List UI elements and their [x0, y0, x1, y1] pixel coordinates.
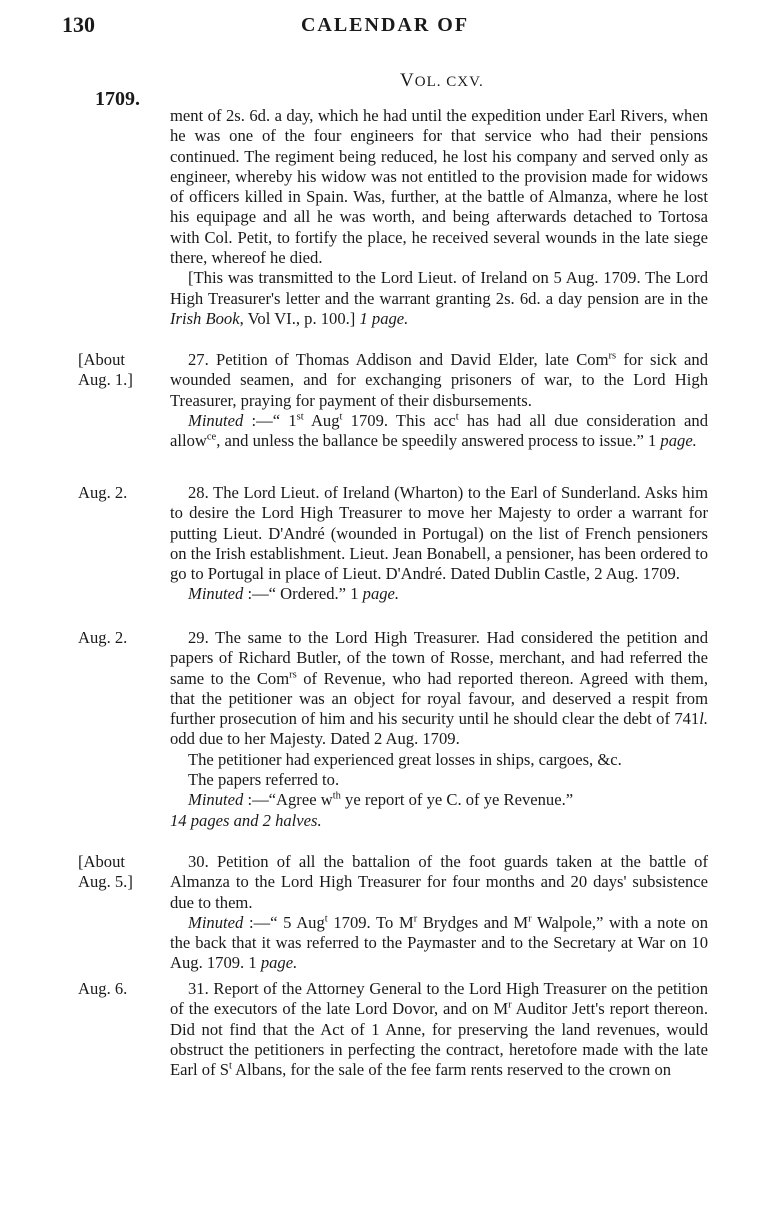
entry-27 — [170, 350, 708, 451]
note-page-count: 1 page. — [359, 308, 409, 328]
m28text: :—“ Ordered.” 1 — [243, 584, 363, 604]
entry-28-minute — [170, 584, 708, 604]
page-number: 130 — [62, 12, 95, 37]
m27b: Aug — [303, 410, 340, 430]
t31s2: t — [229, 1060, 232, 1072]
m27s3: t — [455, 411, 459, 423]
entry-continued — [170, 106, 708, 329]
m30s1: t — [324, 913, 328, 925]
t29c: odd due to her Majesty. Dated 2 Aug. 1709. — [170, 729, 460, 749]
volume-prefix: V — [400, 70, 415, 91]
m27e: , and unless the ballance be speedily answered process to issue.” 1 — [216, 431, 661, 451]
m30s2: r — [413, 913, 418, 925]
entry-29-page-count: 14 pages and 2 halves. — [170, 810, 322, 830]
m30page: page. — [260, 953, 298, 973]
t27sup: rs — [608, 350, 617, 362]
date-28: Aug. 2. — [78, 483, 128, 502]
date-27-line2: Aug. 1.] — [78, 370, 133, 390]
t29sup: rs — [289, 669, 297, 681]
entry-29-minute — [170, 790, 708, 810]
margin-date-27 — [78, 350, 162, 391]
margin-year: 1709. — [95, 88, 140, 110]
m30b: 1709. To M — [327, 912, 414, 932]
entry-29-papers: The papers referred to. — [188, 770, 340, 790]
entry-30 — [170, 852, 708, 974]
m27d: has had all due consideration and allow — [170, 410, 708, 451]
note-text-c: , Vol VI., p. 100.] — [239, 308, 360, 328]
date-29: Aug. 2. — [78, 628, 128, 647]
m30s3: r — [528, 913, 532, 925]
m27label: Minuted — [188, 410, 244, 430]
transmission-note — [170, 268, 708, 329]
entry-27-minute — [170, 411, 708, 452]
margin-date-31 — [78, 979, 162, 999]
running-title: CALENDAR OF — [300, 14, 470, 36]
entry-28 — [170, 483, 708, 605]
m27s2: t — [339, 411, 343, 423]
entry-29-text — [170, 628, 708, 750]
m30d: Walpole,” with a note on the back that it was referred to the Paymaster and to the Secretary at War on 10 Aug. 1709. 1 — [170, 912, 708, 973]
m27s1: st — [296, 411, 304, 423]
date-30-line2: Aug. 5.] — [78, 872, 133, 892]
t27b: for sick and wounded seamen, and for exchanging prisoners of war, to the Lord High Treasurer, praying for payment of their disbursements. — [170, 350, 708, 410]
entry-30-text: 30. Petition of all the battalion of the foot guards taken at the battle of Almanza to the Lord High Treasurer for four months and 20 days' subsistence due to them. — [170, 852, 708, 912]
m29a: :—“Agree w — [243, 790, 333, 810]
note-text-a: [This was transmitted to the Lord Lieut. of Ireland on 5 Aug. 1709. The Lord High Treasurer's letter and the warrant granting 2s. 6d. a day pension are in the — [170, 268, 708, 308]
date-30-line1: [About — [78, 852, 126, 871]
t29l: l. — [699, 709, 708, 729]
date-27-line1: [About — [78, 350, 126, 369]
t31a: 31. Report of the Attorney General to the Lord High Treasurer on the petition of the executors of the late Lord Dovor, and on M — [170, 979, 708, 1019]
m30a: :—“ 5 Aug — [243, 912, 325, 932]
date-31: Aug. 6. — [78, 979, 128, 998]
t31s1: r — [508, 999, 512, 1011]
m27s4: ce — [206, 431, 217, 443]
volume-rest: OL. CXV. — [414, 74, 484, 90]
t29a: 29. The same to the Lord High Treasurer. Had considered the petition and papers of Richard Butler, of the town of Rosse, merchant, and had referred the same to the Com — [170, 628, 708, 688]
margin-date-29 — [78, 628, 162, 648]
m30label: Minuted — [188, 912, 244, 932]
m29b: ye report of ye C. of ye Revenue.” — [340, 790, 574, 810]
entry-29 — [170, 628, 708, 831]
note-book-title: Irish Book — [170, 308, 240, 328]
m29sup: th — [332, 790, 341, 802]
m28label: Minuted — [188, 584, 244, 604]
t29b: of Revenue, who had reported thereon. Agreed with them, that the petitioner was an object for royal favour, and deserved a respit from further prosecution of him and his security until he should clear the debt of 741 — [170, 668, 708, 729]
m27c: 1709. This acc — [342, 410, 456, 430]
margin-date-30 — [78, 852, 162, 893]
entry-31 — [170, 979, 708, 1080]
t27a: 27. Petition of Thomas Addison and David Elder, late Com — [188, 350, 609, 369]
entry-31-text — [170, 979, 708, 1080]
margin-date-28 — [78, 483, 162, 503]
entry-27-text — [170, 350, 708, 411]
m27page: page. — [660, 431, 697, 451]
entry-30-minute — [170, 913, 708, 974]
t31b: Auditor Jett's report thereon. Did not find that the Act of 1 Anne, for preserving the land revenues, would obstruct the petitioners in perfecting the contract, heretofore made with the late Earl of S — [170, 999, 708, 1080]
m27a: :—“ 1 — [243, 410, 297, 430]
entry-continued-text: ment of 2s. 6d. a day, which he had until the expedition under Earl Rivers, when he was one of the four engineers for that service who had their pensions continued. The regiment being reduced, he lost his company and served only as engineer, whereby his widow was not entitled to the provision made for widows of officers killed in Spain. Was, further, at the battle of Almanza, where he lost his equipage and all he was worth, and being afterwards detached to Tortosa with Col. Petit, to fortify the place, he received several wounds in the late siege there, whereof he died. — [170, 106, 708, 268]
m28page: page. — [362, 584, 400, 604]
t31c: Albans, for the sale of the fee farm rents reserved to the crown on — [231, 1060, 672, 1080]
volume-heading — [400, 70, 484, 92]
m30c: Brydges and M — [417, 912, 529, 932]
entry-28-text: 28. The Lord Lieut. of Ireland (Wharton) to the Earl of Sunderland. Asks him to desire the Lord High Treasurer to move her Majesty to order a warrant for putting Lieut. D'André (wounded in Portugal) on the list of French pensioners on the Irish establishment. Lieut. Jean Bonabell, a pensioner, has been ordered to go to Portugal in place of Lieut. D'André. Dated Dublin Castle, 2 Aug. 1709. — [170, 483, 708, 584]
m29label: Minuted — [188, 790, 244, 810]
entry-29-losses: The petitioner had experienced great losses in ships, cargoes, &c. — [188, 749, 622, 769]
